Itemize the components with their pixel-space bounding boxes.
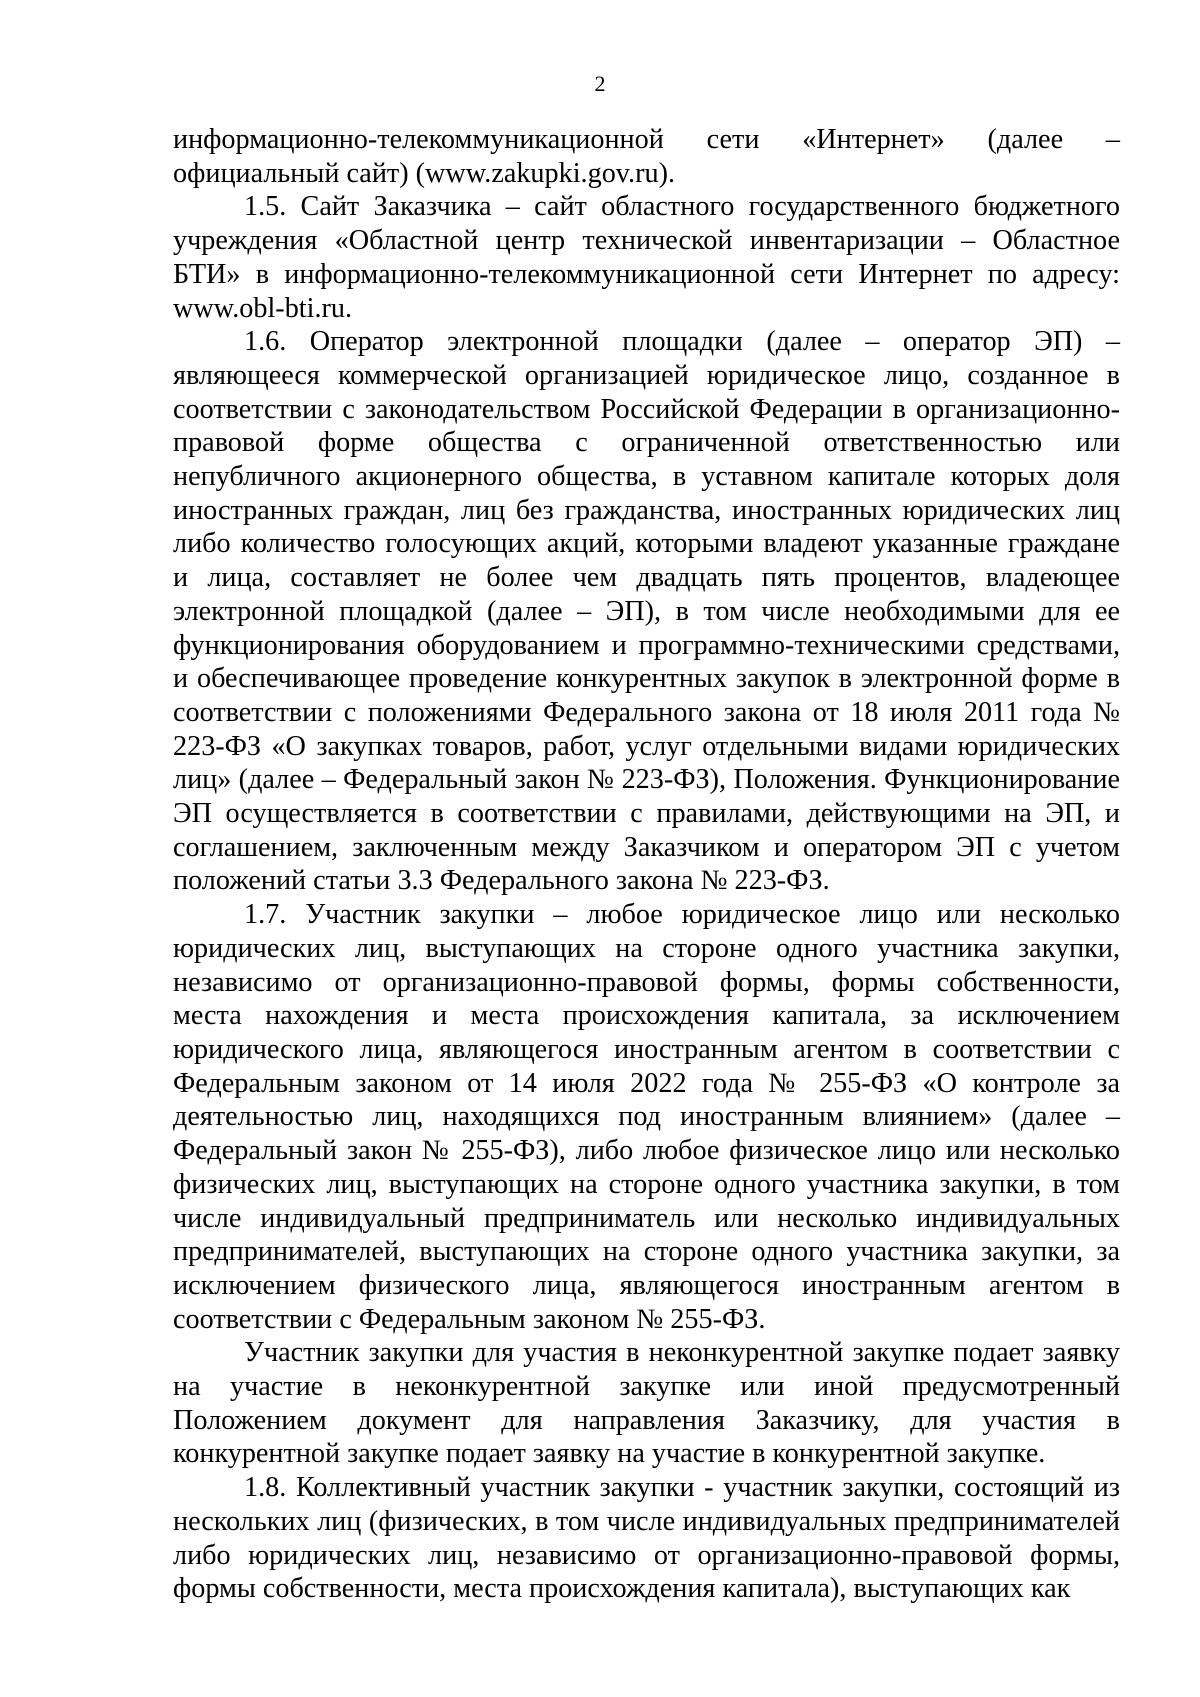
paragraph-continuation: информационно-телекоммуникационной сети «Интернет» (далее – официальный сайт) (www.zakupki.gov.ru). — [173, 124, 1120, 189]
paragraph-participant-application: Участник закупки для участия в неконкурентной закупке подает заявку на участие в неконкурентной закупке или иной предусмотренный Положением документ для направления Заказчику, для участия в конкурентной закупке подает заявку на участие в конкурентной закупке. — [173, 1337, 1120, 1470]
paragraph-1-8: 1.8. Коллективный участник закупки - участник закупки, состоящий из нескольких лиц (физических, в том числе индивидуальных предпринимателей либо юридических лиц, независимо от организационно-правовой формы, формы собственности, места происхождения капитала), выступающих как — [173, 1472, 1120, 1605]
paragraph-1-6: 1.6. Оператор электронной площадки (далее – оператор ЭП) – являющееся коммерческой организацией юридическое лицо, созданное в соответствии с законодательством Российской Федерации в организационно-правовой форме общества с ограниченной ответственностью или непубличного акционерного общества, в уставном капитале которых доля иностранных граждан, лиц без гражданства, иностранных юридических лиц либо количество голосующих акций, которыми владеют указанные граждане и лица, составляет не более чем двадцать пять процентов, владеющее электронной площадкой (далее – ЭП), в том числе необходимыми для ее функционирования оборудованием и программно-техническими средствами, и обеспечивающее проведение конкурентных закупок в электронной форме в соответствии с положениями Федерального закона от 18 июля 2011 года № 223-ФЗ «О закупках товаров, работ, услуг отдельными видами юридических лиц» (далее – Федеральный закон № 223-ФЗ), Положения. Функционирование ЭП осуществляется в соответствии с правилами, действующими на ЭП, и соглашением, заключенным между Заказчиком и оператором ЭП с учетом положений статьи 3.3 Федерального закона № 223-ФЗ. — [173, 326, 1120, 897]
paragraph-1-7: 1.7. Участник закупки – любое юридическое лицо или несколько юридических лиц, выступающих на стороне одного участника закупки, независимо от организационно-правовой формы, формы собственности, места нахождения и места происхождения капитала, за исключением юридического лица, являющегося иностранным агентом в соответствии с Федеральным законом от 14 июля 2022 года № 255-ФЗ «О контроле за деятельностью лиц, находящихся под иностранным влиянием» (далее – Федеральный закон № 255-ФЗ), либо любое физическое лицо или несколько физических лиц, выступающих на стороне одного участника закупки, в том числе индивидуальный предприниматель или несколько индивидуальных предпринимателей, выступающих на стороне одного участника закупки, за исключением физического лица, являющегося иностранным агентом в соответствии с Федеральным законом № 255-ФЗ. — [173, 899, 1120, 1335]
page-number: 2 — [594, 71, 606, 96]
document-body — [173, 123, 1120, 1606]
paragraph-1-5: 1.5. Сайт Заказчика – сайт областного государственного бюджетного учреждения «Областной центр технической инвентаризации – Областное БТИ» в информационно-телекоммуникационной сети Интернет по адресу: www.obl-bti.ru. — [173, 191, 1120, 324]
